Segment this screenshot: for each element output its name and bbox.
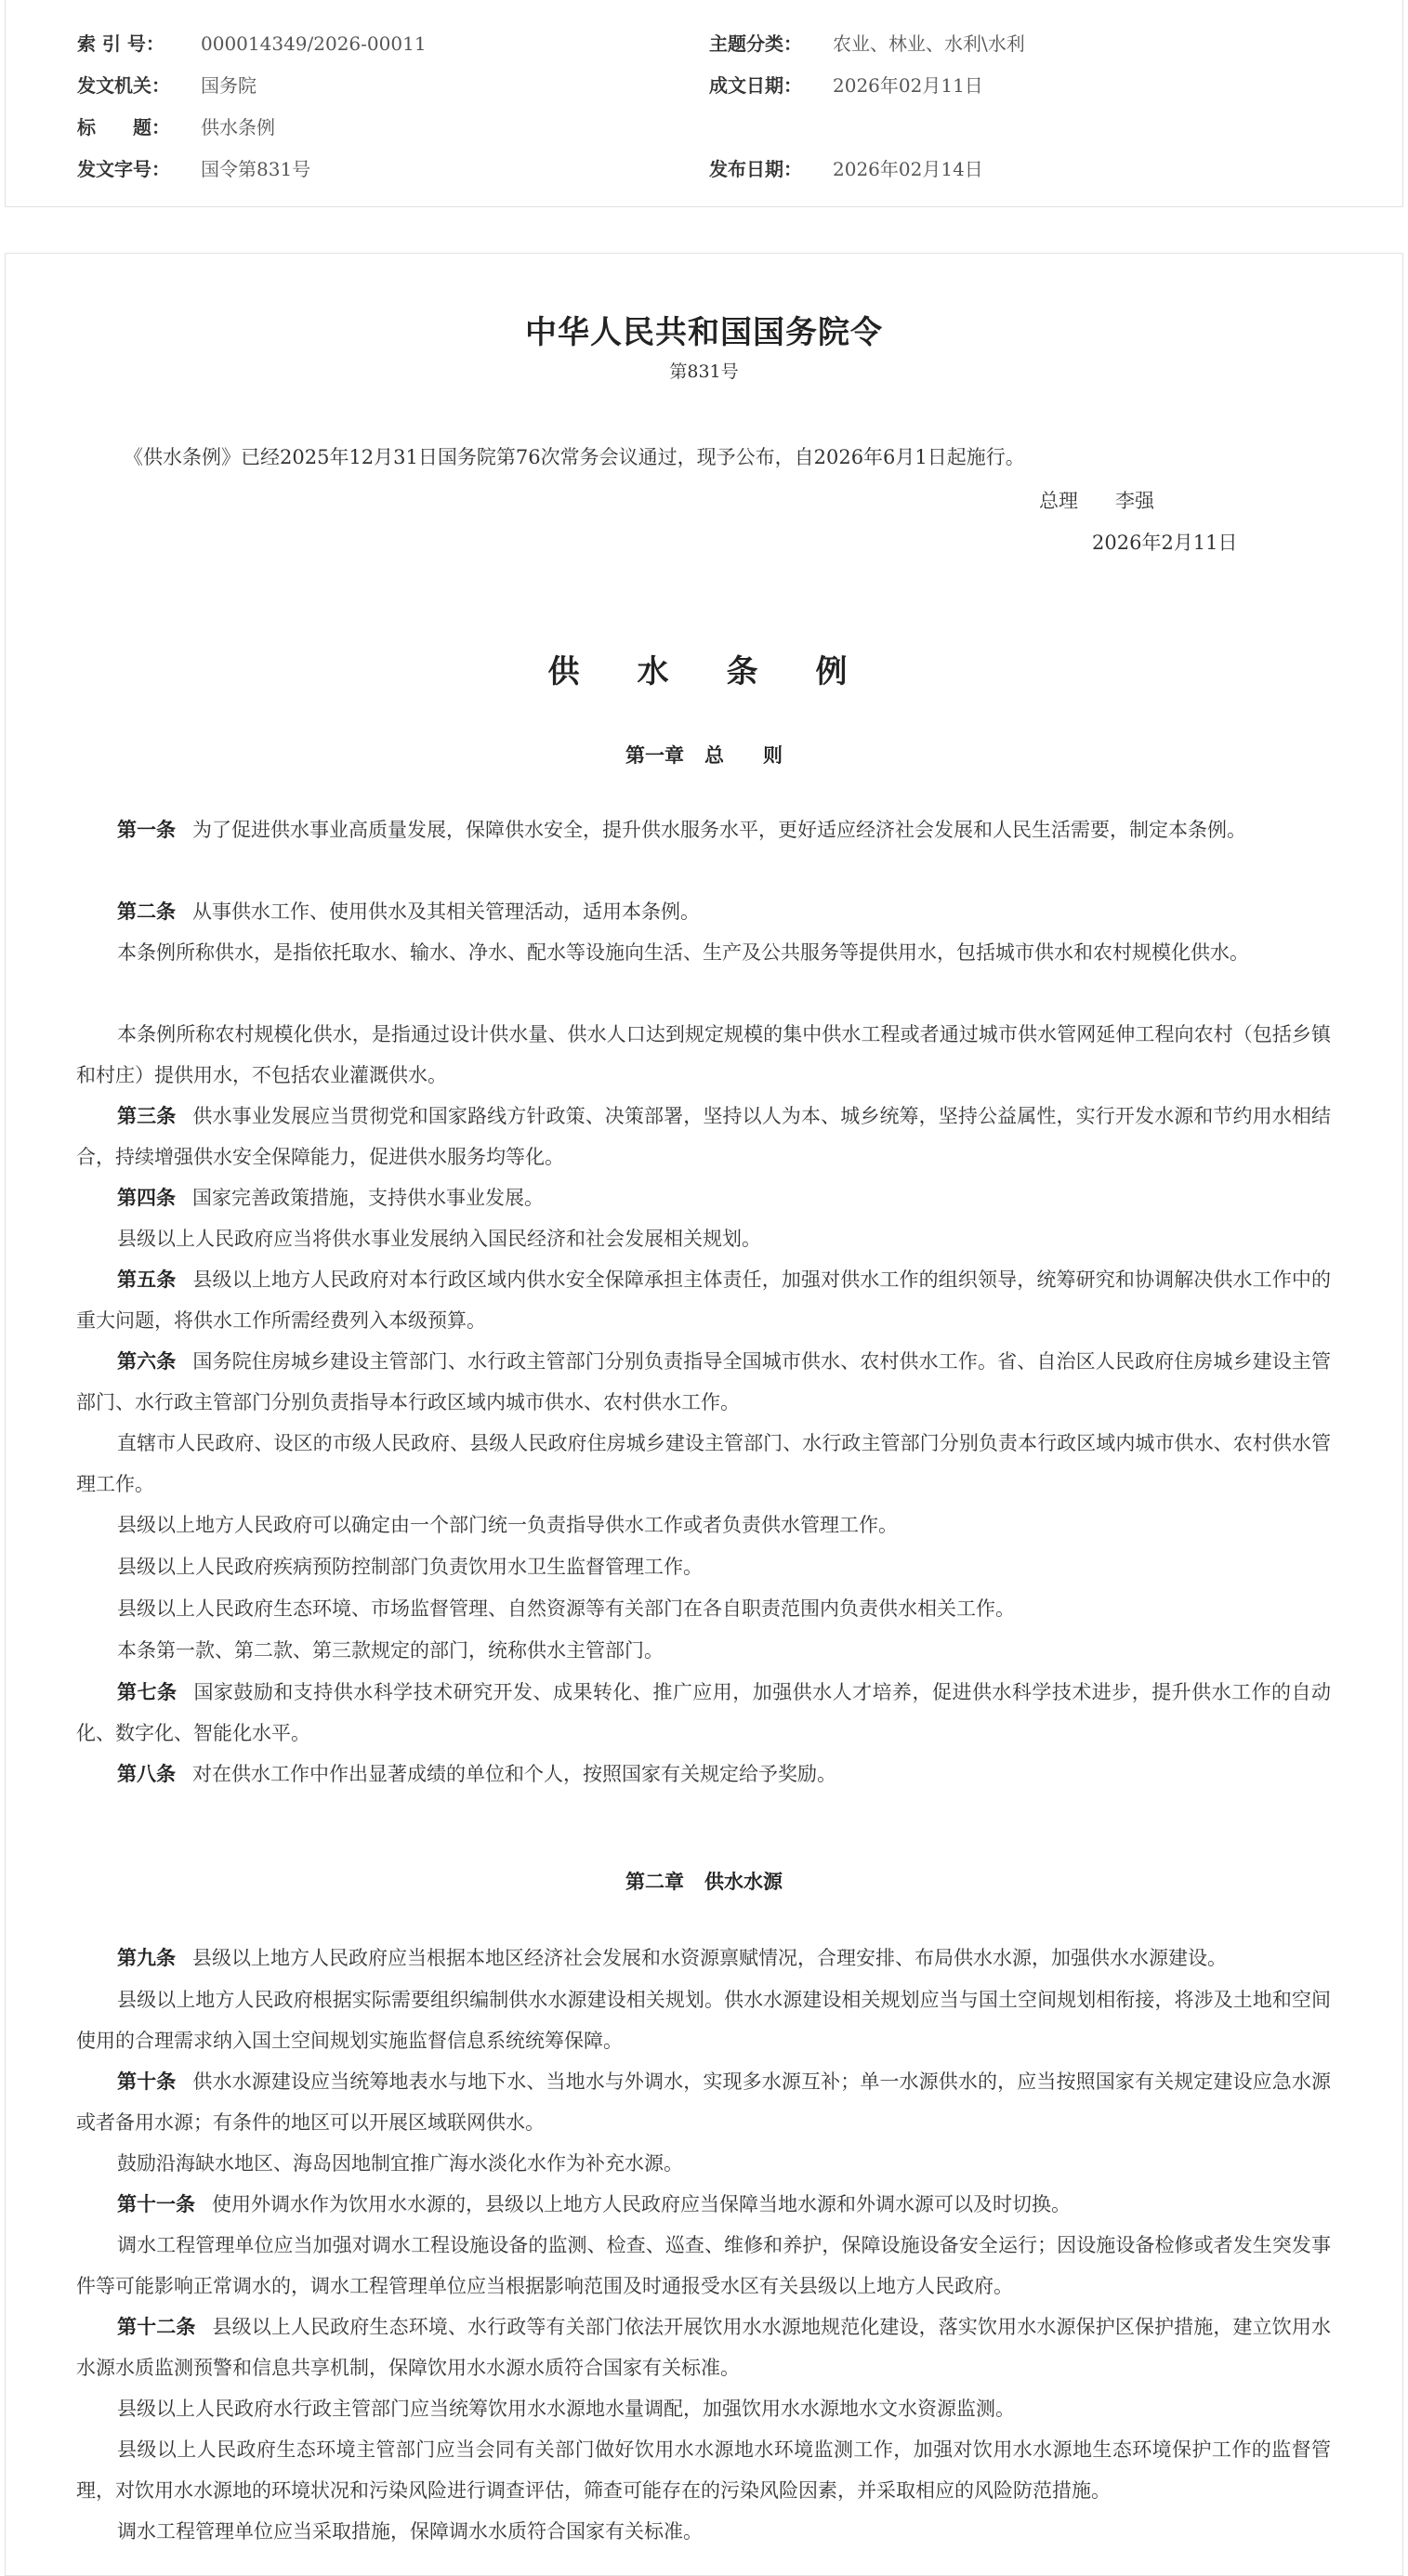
chapter-name: 供水水源: [704, 1870, 783, 1893]
article-paragraph: [76, 1505, 1331, 1545]
meta-issuer-value: 国务院: [201, 74, 257, 97]
article-paragraph: [76, 2184, 1331, 2225]
meta-publish-date-label: 发布日期：: [709, 158, 802, 180]
article-number: 第二条: [117, 900, 176, 923]
article-paragraph: [76, 2307, 1331, 2388]
article-text: 县级以上人民政府疾病预防控制部门负责饮用水卫生监督管理工作。: [117, 1556, 703, 1578]
article-text: 直辖市人民政府、设区的市级人民政府、县级人民政府住房城乡建设主管部门、水行政主管部门分别负责本行政区域内城市供水、农村供水管理工作。: [76, 1432, 1331, 1495]
article-number: 第五条: [117, 1268, 177, 1291]
article-paragraph: [76, 1177, 1331, 1218]
article-text: 本条第一款、第二款、第三款规定的部门，统称供水主管部门。: [117, 1639, 664, 1662]
article-text: 县级以上人民政府生态环境主管部门应当会同有关部门做好饮用水水源地水环境监测工作，加强对饮用水水源地生态环境保护工作的监督管理，对饮用水水源地的环境状况和污染风险进行调查评估，筛查可能存在的污染风险因素，并采取相应的风险防范措施。: [76, 2438, 1331, 2502]
article-text: 县级以上地方人民政府根据实际需要组织编制供水水源建设相关规划。供水水源建设相关规划应当与国土空间规划相衔接，将涉及土地和空间使用的合理需求纳入国土空间规划实施监督信息系统统筹保障。: [76, 1989, 1331, 2052]
promulgation-text: 《供水条例》已经2025年12月31日国务院第76次常务会议通过，现予公布，自2026年6月1日起施行。: [124, 446, 1025, 468]
article-paragraph: [76, 2388, 1331, 2429]
meta-topic-value: 农业、林业、水利\水利: [833, 33, 1025, 55]
signer-name: 李强: [1115, 490, 1154, 512]
article-paragraph: [76, 1938, 1331, 1978]
article-paragraph: [76, 2511, 1331, 2552]
signer: [1039, 486, 1154, 514]
article-text: 为了促进供水事业高质量发展，保障供水安全，提升供水服务水平，更好适应经济社会发展和人民生活需要，制定本条例。: [192, 819, 1246, 841]
meta-issuer-label: 发文机关：: [77, 74, 170, 97]
regulation-title: 供 水 条 例: [547, 653, 861, 690]
article-number: 第六条: [117, 1349, 177, 1373]
article-text: 使用外调水作为饮用水水源的，县级以上地方人民政府应当保障当地水源和外调水源可以及时切换。: [212, 2193, 1071, 2215]
article-text: 鼓励沿海缺水地区、海岛因地制宜推广海水淡化水作为补充水源。: [117, 2152, 683, 2175]
meta-doc-no-value: 国令第831号: [201, 158, 311, 180]
sign-date: 2026年2月11日: [1092, 532, 1238, 554]
article-paragraph: [76, 2061, 1331, 2143]
article-paragraph: [76, 1672, 1331, 1754]
chapter-name: 总 则: [704, 743, 783, 767]
meta-index-label: 索 引 号：: [77, 33, 164, 55]
article-paragraph: [76, 891, 1331, 932]
signer-title: 总理: [1039, 490, 1078, 512]
article-paragraph: [76, 1014, 1331, 1096]
article-paragraph: [76, 1630, 1331, 1671]
article-paragraph: [76, 932, 1331, 973]
chapter-heading-2: [0, 1867, 1408, 1895]
article-paragraph: [76, 2429, 1331, 2511]
chapter-label: 第二章: [625, 1870, 684, 1893]
article-text: 供水事业发展应当贯彻党和国家路线方针政策、决策部署，坚持以人为本、城乡统筹，坚持公益属性，实行开发水源和节约用水相结合，持续增强供水安全保障能力，促进供水服务均等化。: [76, 1105, 1332, 1168]
article-text: 县级以上人民政府生态环境、水行政等有关部门依法开展饮用水水源地规范化建设，落实饮用水水源保护区保护措施，建立饮用水水源水质监测预警和信息共享机制，保障饮用水水源水质符合国家有关标准。: [76, 2316, 1331, 2379]
article-paragraph: [76, 1341, 1331, 1423]
order-number: 第831号: [669, 361, 739, 382]
article-paragraph: [76, 1259, 1331, 1341]
article-text: 调水工程管理单位应当采取措施，保障调水水质符合国家有关标准。: [117, 2520, 703, 2543]
meta-index-value: 000014349/2026-00011: [201, 33, 427, 55]
metadata-panel: [5, 0, 1403, 207]
article-text: 县级以上人民政府生态环境、市场监督管理、自然资源等有关部门在各自职责范围内负责供水相关工作。: [117, 1597, 1015, 1620]
article-text: 调水工程管理单位应当加强对调水工程设施设备的监测、检查、巡查、维修和养护，保障设施设备安全运行；因设施设备检修或者发生突发事件等可能影响正常调水的，调水工程管理单位应当根据影响范围及时通报受水区有关县级以上地方人民政府。: [76, 2234, 1331, 2297]
article-paragraph: [76, 1218, 1331, 1259]
order-title: 中华人民共和国国务院令: [525, 314, 883, 351]
article-paragraph: [76, 1096, 1331, 1177]
article-text: 国家完善政策措施，支持供水事业发展。: [192, 1187, 544, 1209]
meta-written-date-value: 2026年02月11日: [833, 74, 983, 97]
article-text: 从事供水工作、使用供水及其相关管理活动，适用本条例。: [192, 900, 700, 923]
article-number: 第十条: [117, 2070, 177, 2093]
article-paragraph: [76, 1588, 1331, 1629]
article-text: 国务院住房城乡建设主管部门、水行政主管部门分别负责指导全国城市供水、农村供水工作。省、自治区人民政府住房城乡建设主管部门、水行政主管部门分别负责指导本行政区域内城市供水、农村供水工作。: [76, 1350, 1332, 1413]
article-text: 国家鼓励和支持供水科学技术研究开发、成果转化、推广应用，加强供水人才培养，促进供水科学技术进步，提升供水工作的自动化、数字化、智能化水平。: [76, 1681, 1332, 1744]
article-number: 第一条: [117, 818, 176, 841]
article-text: 供水水源建设应当统筹地表水与地下水、当地水与外调水，实现多水源互补；单一水源供水的，应当按照国家有关规定建设应急水源或者备用水源；有条件的地区可以开展区域联网供水。: [76, 2070, 1332, 2134]
article-number: 第九条: [117, 1946, 176, 1969]
article-paragraph: [76, 2143, 1331, 2184]
meta-publish-date-value: 2026年02月14日: [833, 158, 983, 180]
article-text: 县级以上地方人民政府可以确定由一个部门统一负责指导供水工作或者负责供水管理工作。: [117, 1514, 898, 1536]
article-text: 本条例所称供水，是指依托取水、输水、净水、配水等设施向生活、生产及公共服务等提供用水，包括城市供水和农村规模化供水。: [117, 941, 1249, 964]
article-text: 县级以上人民政府水行政主管部门应当统筹饮用水水源地水量调配，加强饮用水水源地水文水资源监测。: [117, 2398, 1015, 2420]
article-number: 第七条: [117, 1680, 178, 1703]
article-paragraph: [76, 2225, 1331, 2307]
article-text: 对在供水工作中作出显著成绩的单位和个人，按照国家有关规定给予奖励。: [192, 1763, 836, 1785]
article-paragraph: [76, 1423, 1331, 1505]
meta-doc-no-label: 发文字号：: [77, 158, 170, 180]
meta-title-value: 供水条例: [201, 116, 275, 138]
article-paragraph: [76, 1754, 1331, 1794]
article-number: 第十二条: [117, 2315, 196, 2338]
chapter-heading-1: [0, 741, 1408, 769]
article-number: 第八条: [117, 1762, 176, 1785]
chapter-label: 第一章: [625, 743, 684, 767]
article-text: 县级以上地方人民政府对本行政区域内供水安全保障承担主体责任，加强对供水工作的组织领导，统筹研究和协调解决供水工作中的重大问题，将供水工作所需经费列入本级预算。: [76, 1268, 1332, 1332]
meta-title-label: 标 题：: [77, 116, 170, 138]
article-paragraph: [76, 1546, 1331, 1587]
article-number: 第四条: [117, 1186, 176, 1209]
article-number: 第十一条: [117, 2192, 195, 2215]
meta-written-date-label: 成文日期：: [709, 74, 802, 97]
article-text: 本条例所称农村规模化供水，是指通过设计供水量、供水人口达到规定规模的集中供水工程或者通过城市供水管网延伸工程向农村（包括乡镇和村庄）提供用水，不包括农业灌溉供水。: [76, 1023, 1331, 1086]
article-text: 县级以上人民政府应当将供水事业发展纳入国民经济和社会发展相关规划。: [117, 1228, 761, 1250]
meta-topic-label: 主题分类：: [709, 33, 802, 55]
article-number: 第三条: [117, 1104, 177, 1127]
article-text: 县级以上地方人民政府应当根据本地区经济社会发展和水资源禀赋情况，合理安排、布局供水水源，加强供水水源建设。: [192, 1947, 1227, 1969]
article-paragraph: [76, 1979, 1331, 2061]
article-paragraph: [76, 809, 1331, 850]
